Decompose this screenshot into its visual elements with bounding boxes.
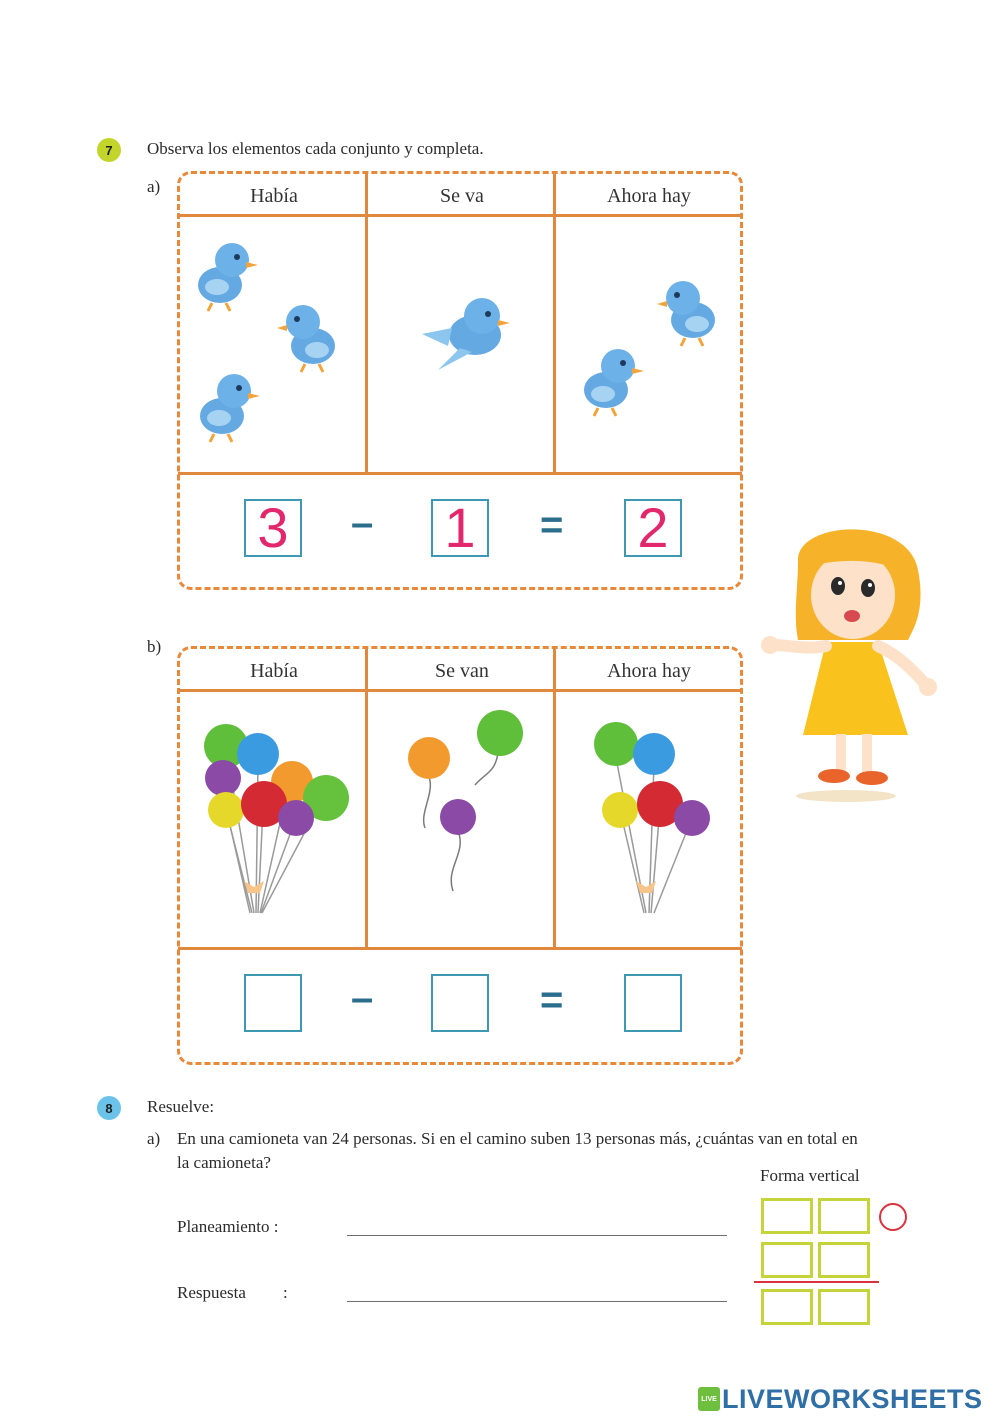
answer-box-habia[interactable]: 3 — [244, 499, 302, 557]
planeamiento-label: Planeamiento : — [177, 1217, 279, 1236]
grid-cell-tens-result[interactable] — [761, 1289, 813, 1325]
divider — [178, 689, 742, 692]
bird-icon — [576, 342, 646, 422]
divider — [178, 214, 742, 217]
part-a-label: a) — [147, 177, 161, 196]
header-ahora-hay: Ahora hay — [607, 184, 691, 207]
respuesta-colon: : — [283, 1283, 288, 1302]
part-b-label: b) — [147, 637, 162, 656]
divider — [178, 947, 742, 950]
header-habia: Había — [250, 184, 298, 207]
bird-icon — [192, 366, 262, 446]
respuesta-answer-line[interactable] — [347, 1301, 727, 1302]
answer-box-ahora-hay[interactable]: 2 — [624, 499, 682, 557]
sum-line — [754, 1281, 879, 1283]
answer-box-habia[interactable] — [244, 974, 302, 1032]
grid-cell-units-result[interactable] — [818, 1289, 870, 1325]
divider — [178, 472, 742, 475]
problem-text-line-2: la camioneta? — [177, 1153, 271, 1172]
question-8-prompt: Resuelve: — [147, 1097, 215, 1116]
grid-cell-units-row1[interactable] — [818, 1198, 870, 1234]
respuesta-label: Respuesta — [177, 1283, 246, 1302]
bird-icon — [655, 274, 729, 354]
operation-sign-circle[interactable] — [879, 1203, 907, 1231]
equals-sign: = — [540, 503, 564, 547]
flying-bird-icon — [420, 290, 512, 372]
question-7-prompt: Observa los elementos cada conjunto y completa. — [147, 139, 484, 158]
header-ahora-hay: Ahora hay — [607, 659, 691, 682]
question-number-7: 7 — [97, 138, 121, 162]
answer-box-se-van[interactable] — [431, 974, 489, 1032]
bird-icon — [190, 235, 260, 315]
girl-illustration — [758, 520, 938, 805]
liveworksheets-brand: LIVEWORKSHEETS — [722, 1384, 983, 1414]
minus-sign: – — [351, 501, 374, 545]
grid-cell-tens-row1[interactable] — [761, 1198, 813, 1234]
vertical-form-title: Forma vertical — [760, 1166, 860, 1185]
equals-sign: = — [540, 978, 564, 1022]
divider — [553, 647, 556, 949]
header-se-va: Se va — [440, 184, 484, 207]
part-a-label: a) — [147, 1129, 161, 1148]
bird-icon — [275, 298, 347, 378]
grid-cell-units-row2[interactable] — [818, 1242, 870, 1278]
header-habia: Había — [250, 659, 298, 682]
balloon-bunch-icon — [594, 718, 719, 923]
grid-cell-tens-row2[interactable] — [761, 1242, 813, 1278]
divider — [553, 172, 556, 474]
divider — [365, 172, 368, 474]
header-se-van: Se van — [435, 659, 489, 682]
answer-box-se-va[interactable]: 1 — [431, 499, 489, 557]
loose-balloons-icon — [405, 703, 530, 898]
question-number-8: 8 — [97, 1096, 121, 1120]
minus-sign: – — [351, 976, 374, 1020]
balloon-bunch-icon — [198, 718, 353, 923]
liveworksheets-logo-icon: LIVE — [698, 1387, 720, 1411]
answer-box-ahora-hay[interactable] — [624, 974, 682, 1032]
planeamiento-answer-line[interactable] — [347, 1235, 727, 1236]
divider — [365, 647, 368, 949]
problem-text-line-1: En una camioneta van 24 personas. Si en el camino suben 13 personas más, ¿cuántas van en total en — [177, 1129, 858, 1148]
